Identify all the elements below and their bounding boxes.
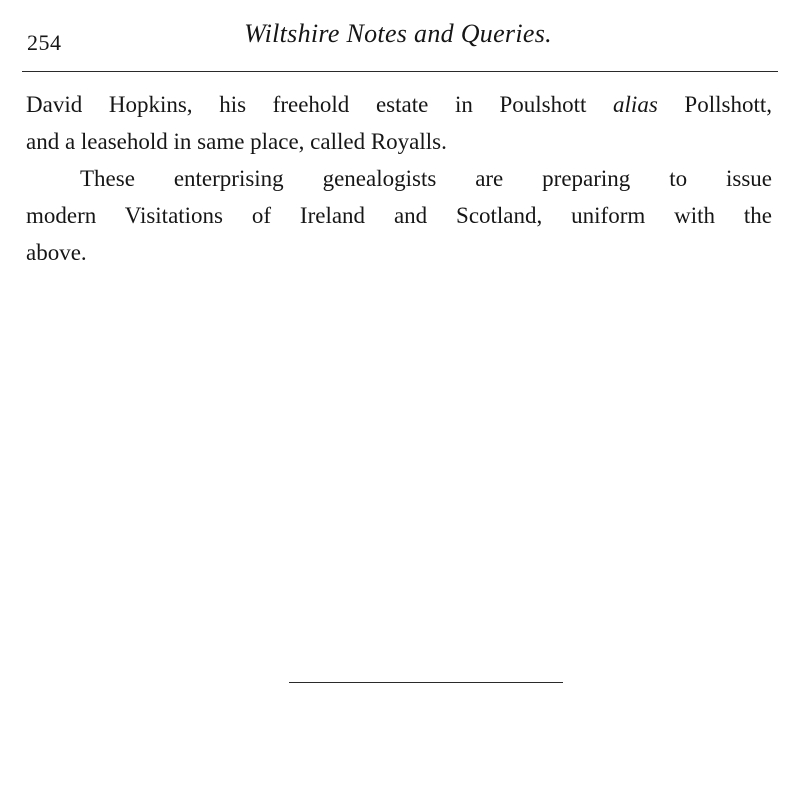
header-rule	[22, 71, 778, 72]
italic-word: alias	[613, 92, 658, 117]
paragraph-2-line-3: above.	[26, 240, 87, 265]
running-title-text: Wiltshire Notes and Queries.	[244, 19, 552, 48]
text-run: Pollshott,	[657, 92, 772, 117]
page-number: 254	[27, 30, 62, 55]
paragraph-2-line-1: These enterprising genealogists are preparing to issue	[80, 166, 772, 191]
section-end-rule	[289, 682, 563, 683]
paragraph-2-line-2: modern Visitations of Ireland and Scotland, uniform with the	[26, 203, 772, 228]
body-text	[26, 86, 772, 271]
paragraph-1-line-2: and a leasehold in same place, called Royalls.	[26, 129, 447, 154]
paragraph-1-line-1	[26, 86, 772, 123]
running-title	[0, 19, 800, 49]
text-run: David Hopkins, his freehold estate in Poulshott	[26, 92, 614, 117]
